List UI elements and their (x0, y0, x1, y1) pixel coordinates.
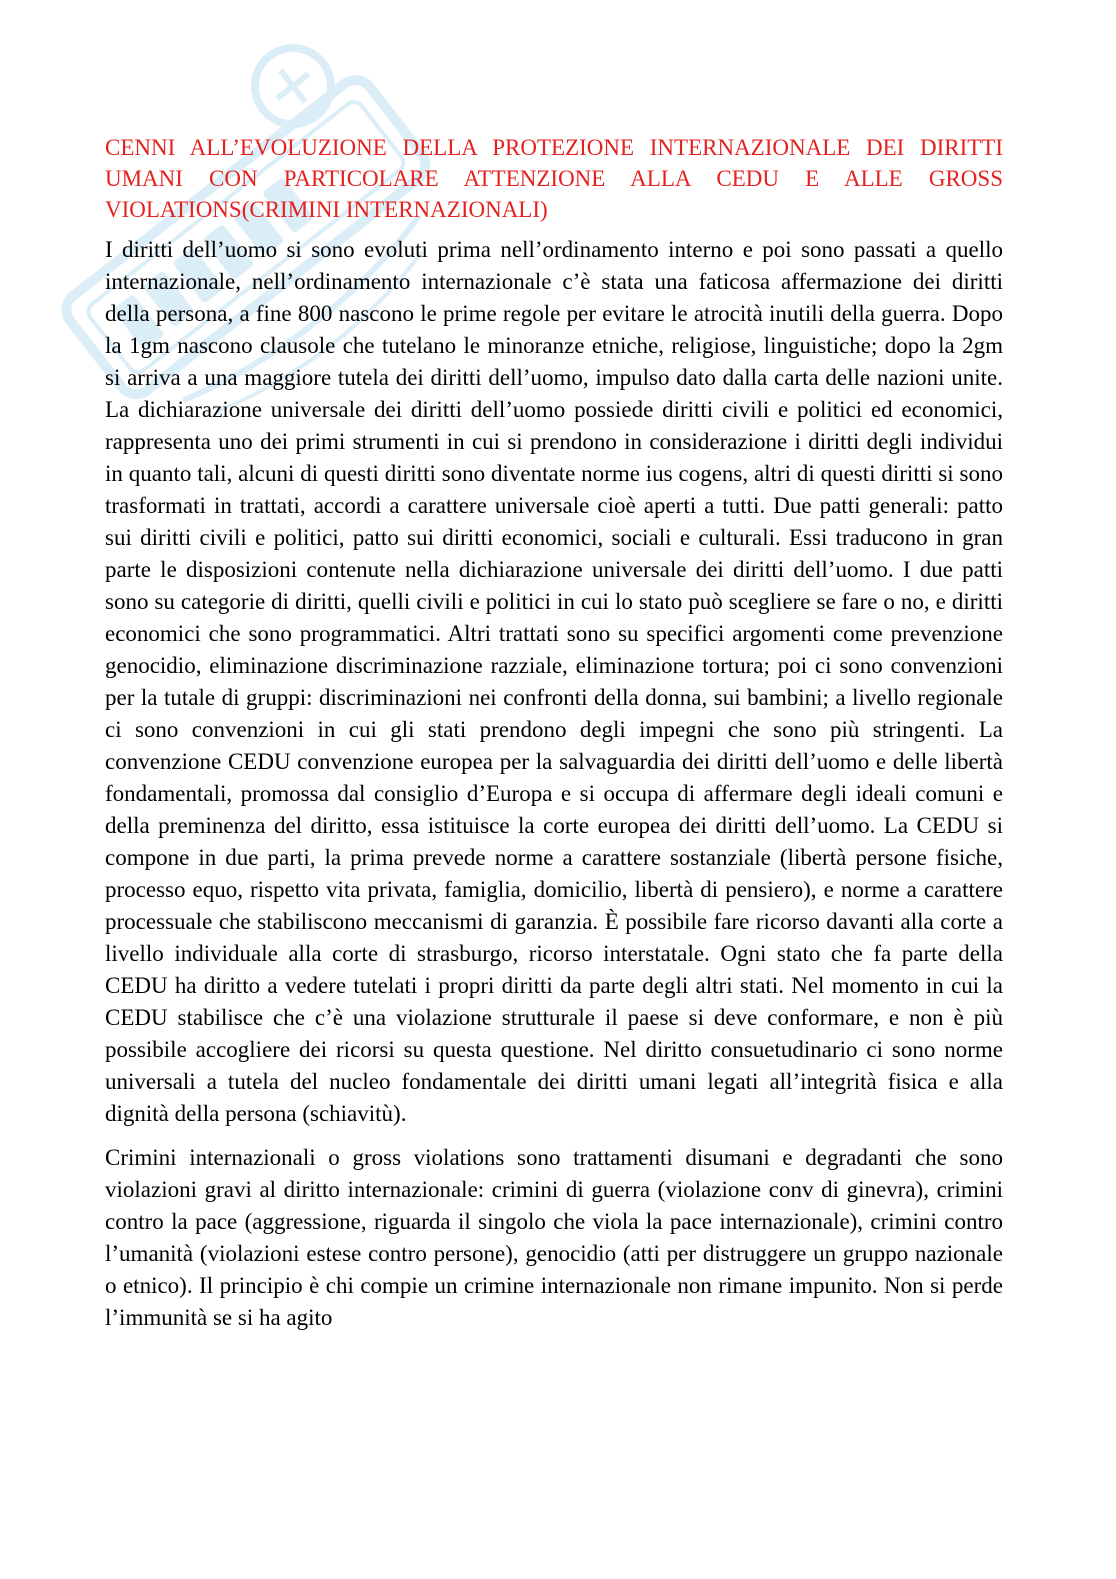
paragraph-crimini-internazionali: Crimini internazionali o gross violations sono trattamenti disumani e degradanti che sono violazioni gravi al diritto internazionale: crimini di guerra (violazione conv di ginevra), crimini contro la pace (aggressione, riguarda il singolo che viola la pace internazionale), crimini contro l’umanità (violazioni estese contro persone), genocidio (atti per distruggere un gruppo nazionale o etnico). Il principio è chi compie un crimine internazionale non rimane impunito. Non si perde l’immunità se si ha agito (105, 1145, 1003, 1330)
paragraph-cedu: I diritti dell’uomo si sono evoluti prima nell’ordinamento interno e poi sono passati a quello internazionale, nell’ordinamento internazionale c’è stata una faticosa affermazione dei diritti della persona, a fine 800 nascono le prime regole per evitare le atrocità inutili della guerra. Dopo la 1gm nascono clausole che tutelano le minoranze etniche, religiose, linguistiche; dopo la 2gm si arriva a una maggiore tutela dei diritti dell’uomo, impulso dato dalla carta delle nazioni unite. La dichiarazione universale dei diritti dell’uomo possiede diritti civili e politici ed economici, rappresenta uno dei primi strumenti in cui si prendono in considerazione i diritti degli individui in quanto tali, alcuni di questi diritti sono diventate norme ius cogens, altri di questi diritti si sono trasformati in trattati, accordi a carattere universale cioè aperti a tutti. Due patti generali: patto sui diritti civili e politici, patto sui diritti economici, sociali e culturali. Essi traducono in gran parte le disposizioni contenute nella dichiarazione universale dei diritti dell’uomo. I due patti sono su categorie di diritti, quelli civili e politici in cui lo stato può scegliere se fare o no, e diritti economici che sono programmatici. Altri trattati sono su specifici argomenti come prevenzione genocidio, eliminazione discriminazione razziale, eliminazione tortura; poi ci sono convenzioni per la tutale di gruppi: discriminazioni nei confronti della donna, sui bambini; a livello regionale ci sono convenzioni in cui gli stati prendono degli impegni che sono più stringenti. La convenzione CEDU convenzione europea per la salvaguardia dei diritti dell’uomo e delle libertà fondamentali, promossa dal consiglio d’Europa e si occupa di affermare degli ideali comuni e della preminenza del diritto, essa istituisce la corte europea dei diritti dell’uomo. La CEDU si compone in due parti, la prima prevede norme a carattere sostanziale (libertà persone fisiche, processo equo, rispetto vita privata, famiglia, domicilio, libertà di pensiero), e norme a carattere processuale che stabiliscono meccanismi di garanzia. È possibile fare ricorso davanti alla corte a livello individuale alla corte di strasburgo, ricorso interstatale. Ogni stato che fa parte della CEDU ha diritto a vedere tutelati i propri diritti da parte degli altri stati. Nel momento in cui la CEDU stabilisce che c’è una violazione strutturale il paese si deve conformare, e non è più possibile accogliere dei ricorsi su questa questione. Nel diritto consuetudinario ci sono norme universali a tutela del nucleo fondamentale dei diritti umani legati all’integrità fisica e alla dignità della persona (schiavitù). (105, 237, 1003, 1126)
document-content (105, 132, 1003, 1334)
document-title: CENNI ALL’EVOLUZIONE DELLA PROTEZIONE INTERNAZIONALE DEI DIRITTI UMANI CON PARTICOLARE ATTENZIONE ALLA CEDU E ALLE GROSS VIOLATIONS(CRIMINI INTERNAZIONALI) (105, 135, 1003, 222)
